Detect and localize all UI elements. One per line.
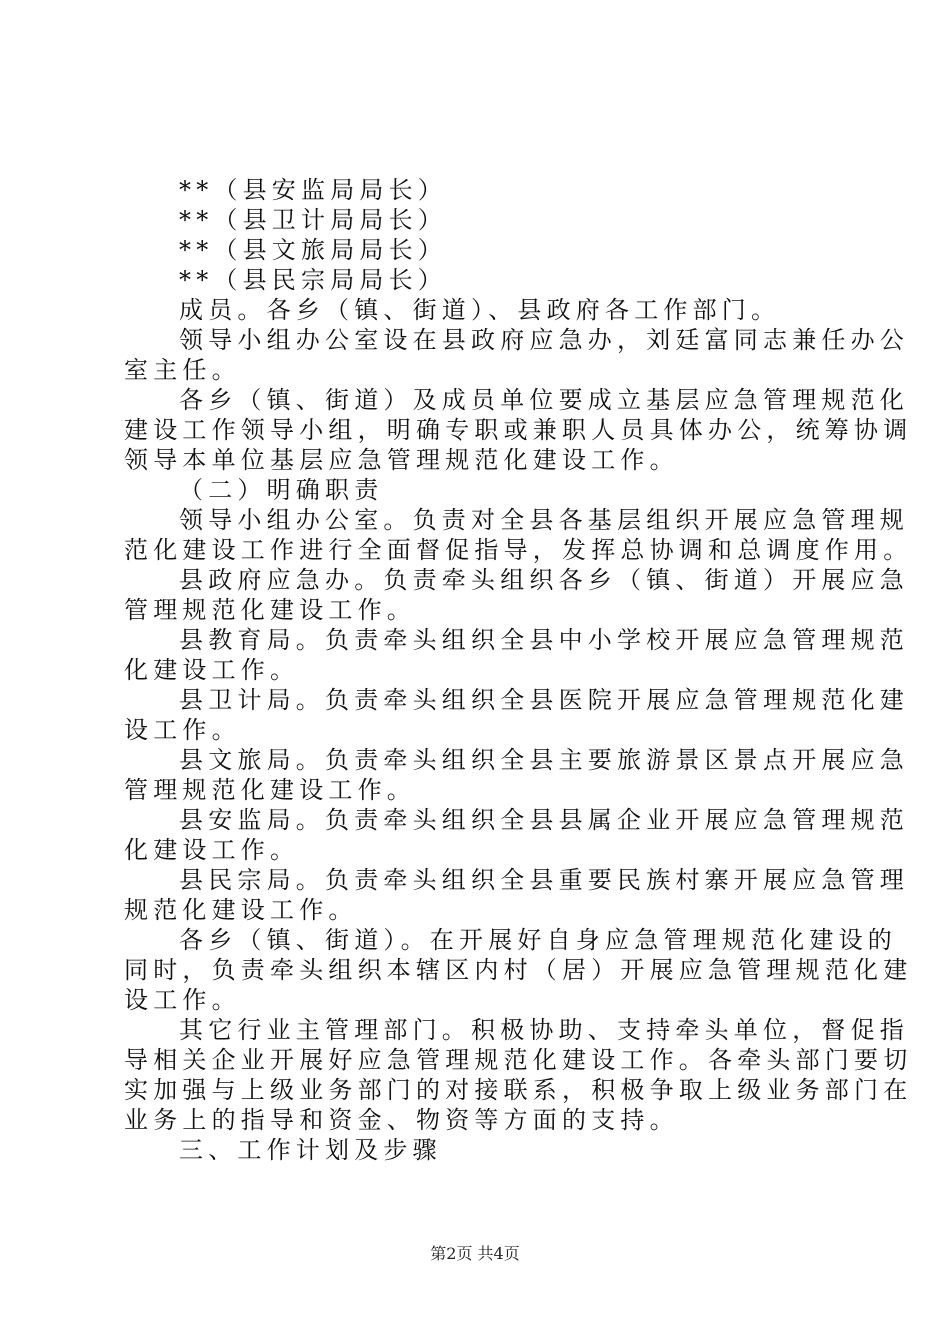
- text-line: 建设工作领导小组，明确专职或兼职人员具体办公，统筹协调: [124, 416, 913, 444]
- text-line: 导相关企业开展好应急管理规范化建设工作。各牵头部门要切: [124, 1046, 913, 1074]
- text-line: 县卫计局。负责牵头组织全县医院开展应急管理规范化建: [179, 686, 909, 714]
- text-line: 同时，负责牵头组织本辖区内村（居）开展应急管理规范化建: [124, 956, 913, 984]
- text-line: **（县民宗局局长）: [179, 266, 447, 294]
- text-line: **（县文旅局局长）: [179, 236, 447, 264]
- text-line: 成员。各乡（镇、街道）、县政府各工作部门。: [179, 296, 781, 324]
- text-line: 化建设工作。: [124, 656, 300, 684]
- text-line: 领导小组办公室。负责对全县各基层组织开展应急管理规: [179, 506, 909, 534]
- text-line: 管理规范化建设工作。: [124, 776, 416, 804]
- text-line: 管理规范化建设工作。: [124, 596, 416, 624]
- text-line: **（县卫计局局长）: [179, 206, 447, 234]
- text-line: 领导小组办公室设在县政府应急办，刘廷富同志兼任办公: [179, 326, 909, 354]
- text-line: 其它行业主管理部门。积极协助、支持牵头单位，督促指: [179, 1016, 909, 1044]
- text-line: 三、工作计划及步骤: [179, 1136, 442, 1164]
- text-line: 设工作。: [124, 716, 241, 744]
- text-line: 范化建设工作进行全面督促指导，发挥总协调和总调度作用。: [124, 536, 913, 564]
- text-line: 县安监局。负责牵头组织全县县属企业开展应急管理规范: [179, 806, 909, 834]
- text-line: （二）明确职责: [179, 476, 384, 504]
- text-line: 实加强与上级业务部门的对接联系，积极争取上级业务部门在: [124, 1076, 913, 1104]
- text-line: 室主任。: [124, 356, 241, 384]
- document-body: [124, 175, 913, 1165]
- text-line: 业务上的指导和资金、物资等方面的支持。: [124, 1106, 679, 1134]
- text-line: 设工作。: [124, 986, 241, 1014]
- text-line: 化建设工作。: [124, 836, 300, 864]
- text-line: 各乡（镇、街道）。在开展好自身应急管理规范化建设的: [179, 926, 897, 954]
- text-line: 规范化建设工作。: [124, 896, 358, 924]
- text-line: 领导本单位基层应急管理规范化建设工作。: [124, 446, 679, 474]
- text-line: 各乡（镇、街道）及成员单位要成立基层应急管理规范化: [179, 386, 909, 414]
- text-line: 县政府应急办。负责牵头组织各乡（镇、街道）开展应急: [179, 566, 909, 594]
- page-footer: 第2页 共4页: [430, 1244, 520, 1263]
- text-line: 县教育局。负责牵头组织全县中小学校开展应急管理规范: [179, 626, 909, 654]
- text-line: 县民宗局。负责牵头组织全县重要民族村寨开展应急管理: [179, 866, 909, 894]
- text-line: **（县安监局局长）: [179, 176, 447, 204]
- text-line: 县文旅局。负责牵头组织全县主要旅游景区景点开展应急: [179, 746, 909, 774]
